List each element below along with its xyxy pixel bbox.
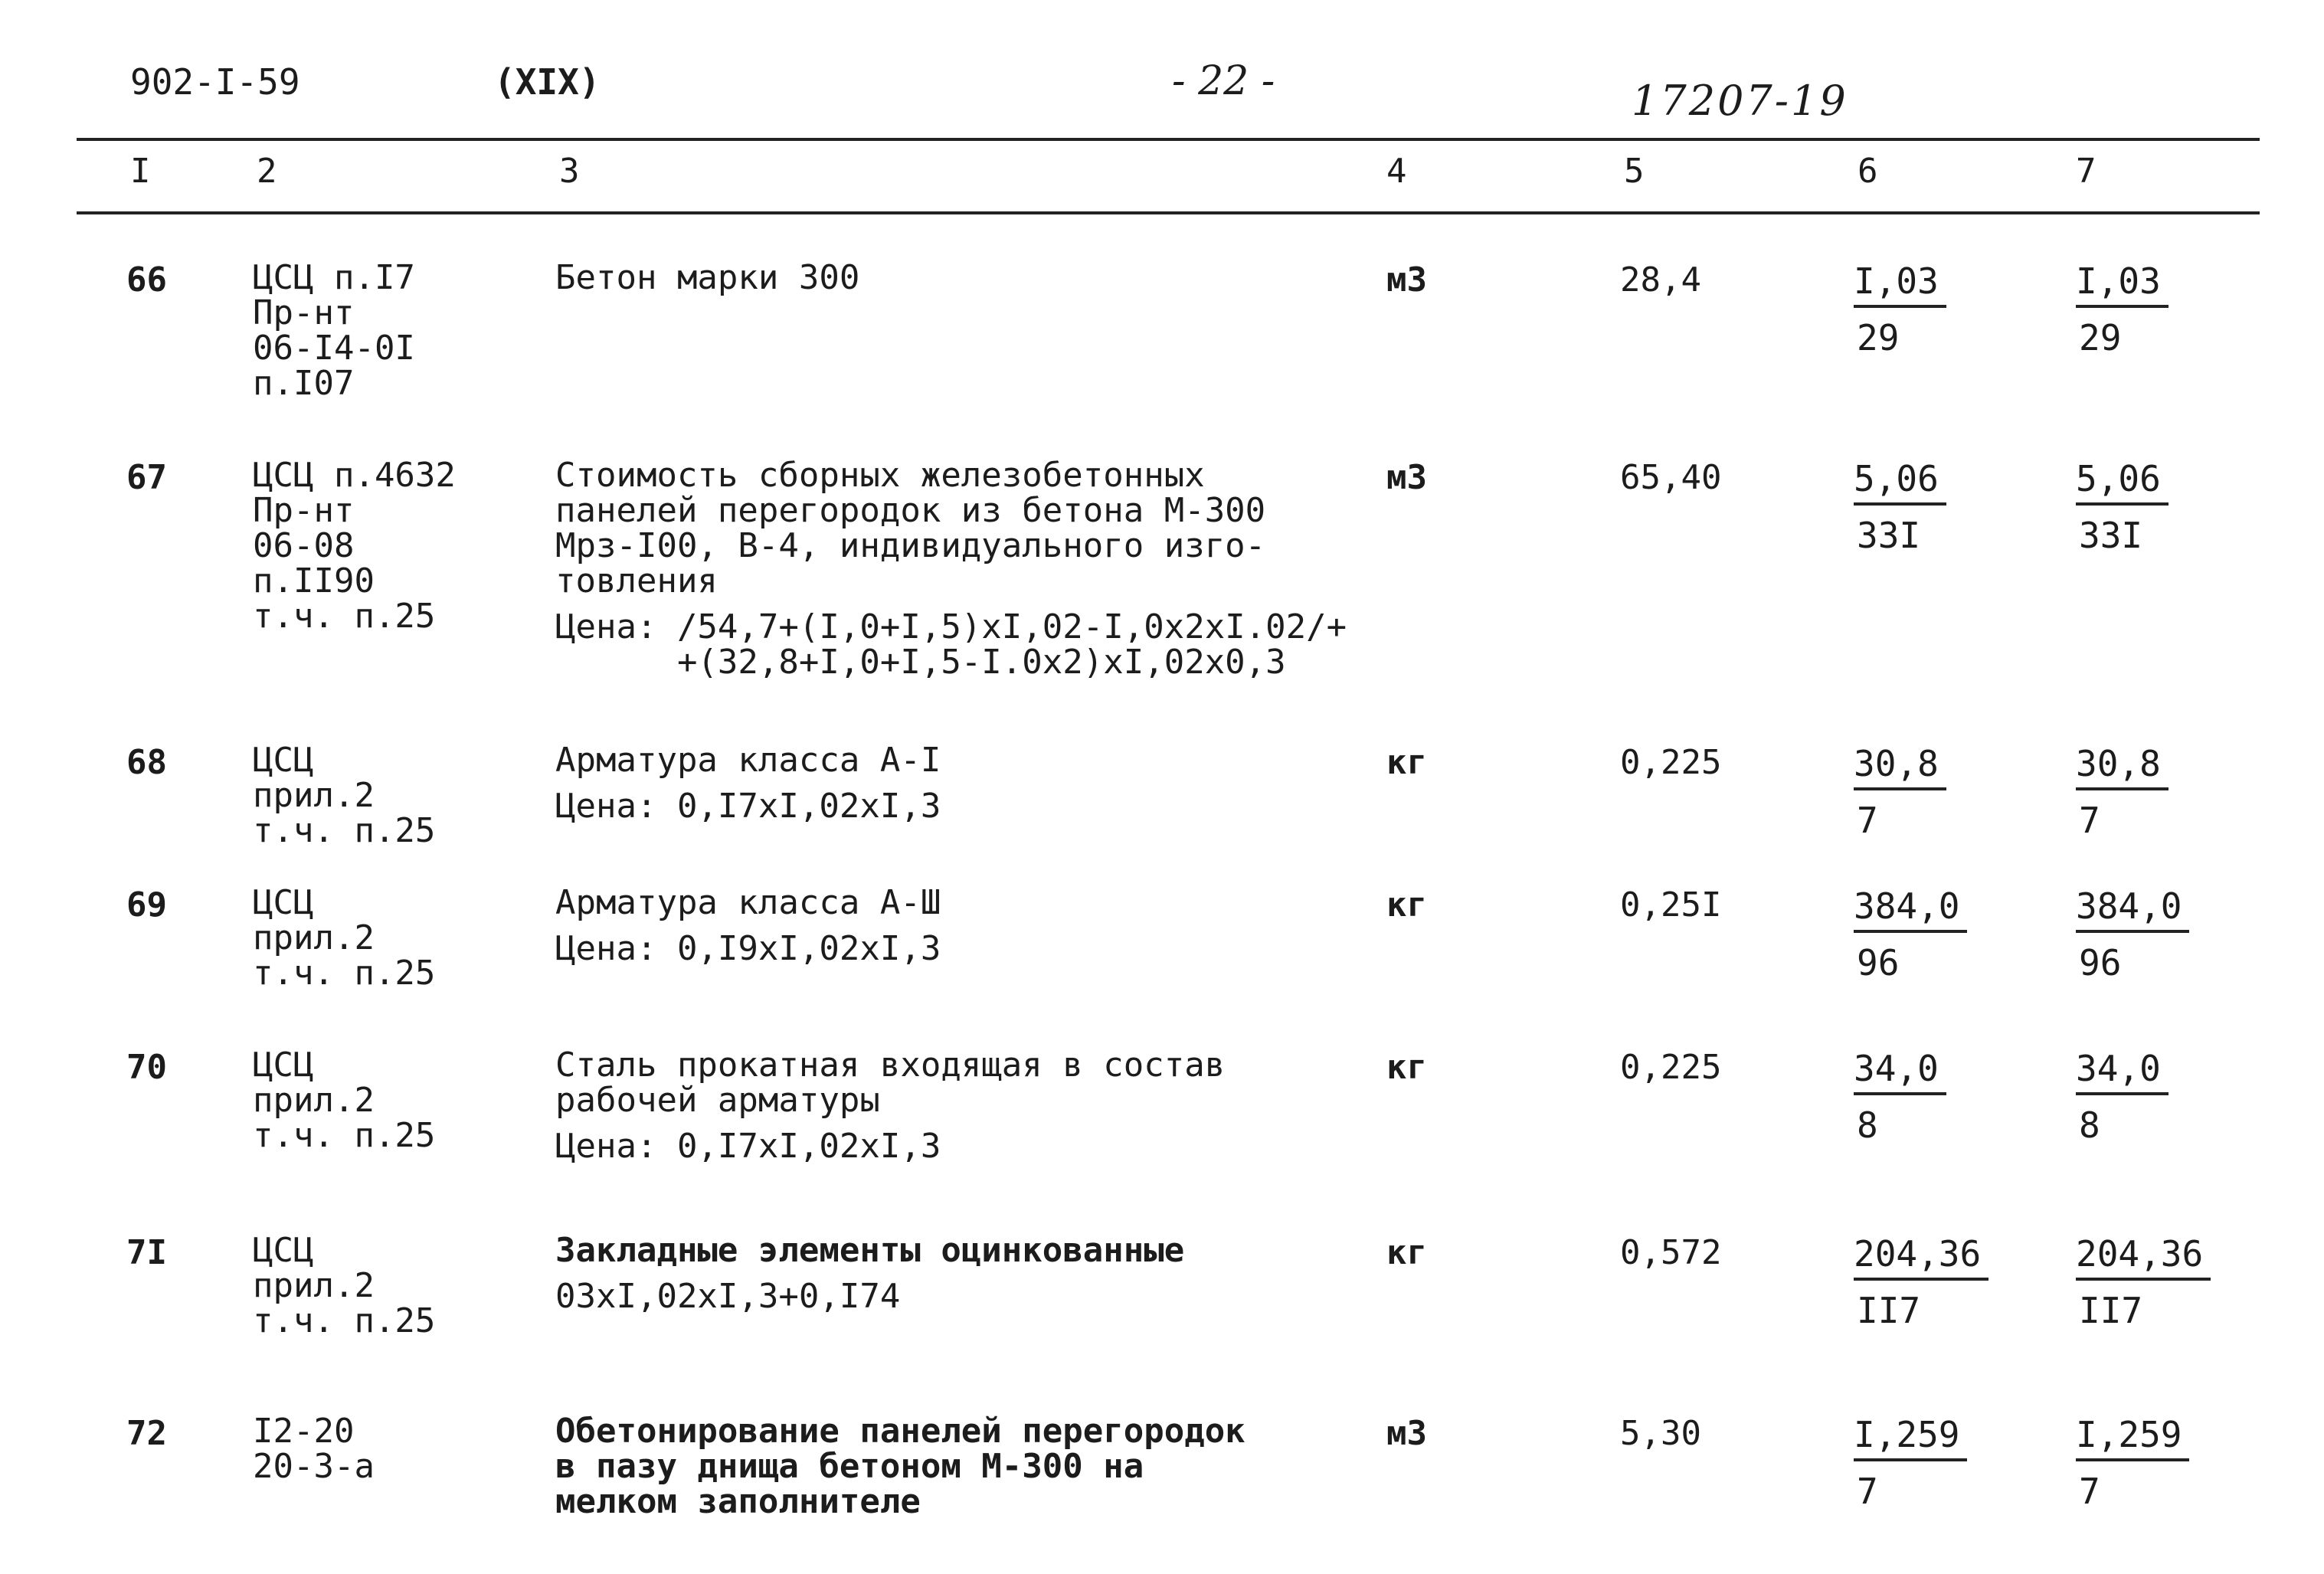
col7-numerator: 204,36: [2076, 1233, 2211, 1281]
col6-denominator: 7: [1857, 1471, 1878, 1512]
row-reference: ЦСЦ прил.2 т.ч. п.25: [253, 741, 436, 850]
col7-fraction: [2076, 743, 2169, 841]
col7-numerator: I,03: [2076, 260, 2169, 308]
row-description: [555, 743, 1406, 824]
col7-fraction: [2076, 458, 2169, 556]
col6-fraction: [1854, 885, 1967, 983]
col7-denominator: 7: [2079, 1471, 2100, 1512]
column-header-4: 4: [1386, 152, 1407, 191]
column-header-7: 7: [2076, 152, 2097, 191]
column-header-5: 5: [1624, 152, 1645, 191]
page-number: - 22 -: [1172, 58, 1275, 104]
col7-numerator: 30,8: [2076, 743, 2169, 790]
col6-denominator: II7: [1857, 1290, 1921, 1331]
row-number: 72: [126, 1414, 167, 1453]
item-name: Обетонирование панелей перегородок в пазу днища бетоном М-300 на мелком заполнителе: [555, 1412, 1245, 1521]
col7-fraction: [2076, 1048, 2169, 1146]
col6-denominator: 33I: [1857, 515, 1921, 556]
price-formula: 03xI,02xI,3+0,I74: [555, 1277, 901, 1316]
row-quantity: 5,30: [1620, 1414, 1701, 1453]
row-description: [555, 1048, 1406, 1164]
col6-fraction: [1854, 1048, 1946, 1146]
doc-number: 17207-19: [1632, 77, 1848, 125]
col7-fraction: [2076, 885, 2189, 983]
col7-denominator: 7: [2079, 800, 2100, 841]
row-quantity: 0,225: [1620, 743, 1722, 782]
row-number: 70: [126, 1048, 167, 1087]
col6-denominator: 8: [1857, 1104, 1878, 1146]
item-name: Арматура класса А-I: [555, 741, 941, 780]
col6-denominator: 96: [1857, 942, 1900, 983]
row-number: 7I: [126, 1233, 167, 1272]
row-reference: I2-20 20-3-а: [253, 1412, 375, 1486]
col7-fraction: [2076, 1414, 2189, 1512]
col6-numerator: 5,06: [1854, 458, 1946, 506]
col6-numerator: 34,0: [1854, 1048, 1946, 1095]
col6-denominator: 29: [1857, 317, 1900, 358]
row-reference: ЦСЦ прил.2 т.ч. п.25: [253, 1046, 436, 1155]
col7-fraction: [2076, 1233, 2211, 1331]
row-description: [555, 260, 1406, 296]
row-number: 66: [126, 260, 167, 299]
row-number: 68: [126, 743, 167, 782]
column-header-1: I: [130, 152, 151, 191]
header-top-rule: [77, 138, 2260, 141]
item-name: Стоимость сборных железобетонных панелей перегородок из бетона М-300 Мрз-I00, В-4, индивидуального изго- товления: [555, 456, 1266, 600]
col6-denominator: 7: [1857, 800, 1878, 841]
row-unit: кг: [1386, 1048, 1427, 1087]
row-description: [555, 885, 1406, 967]
row-quantity: 28,4: [1620, 260, 1701, 299]
col7-denominator: 96: [2079, 942, 2122, 983]
row-number: 67: [126, 458, 167, 497]
price-formula: Цена: 0,I7xI,02xI,3: [555, 787, 941, 826]
col6-fraction: [1854, 260, 1946, 358]
price-formula: Цена: /54,7+(I,0+I,5)xI,02-I,0x2xI.02/+ +(32,8+I,0+I,5-I.0x2)xI,02x0,3: [555, 607, 1347, 682]
col6-fraction: [1854, 1414, 1967, 1512]
col7-fraction: [2076, 260, 2169, 358]
row-unit: м3: [1386, 458, 1427, 497]
row-unit: м3: [1386, 1414, 1427, 1453]
col7-denominator: 8: [2079, 1104, 2100, 1146]
item-name: Сталь прокатная входящая в состав рабочей арматуры: [555, 1046, 1226, 1120]
col7-numerator: 5,06: [2076, 458, 2169, 506]
col7-denominator: II7: [2079, 1290, 2143, 1331]
row-quantity: 65,40: [1620, 458, 1722, 497]
column-header-6: 6: [1858, 152, 1878, 191]
row-unit: кг: [1386, 885, 1427, 924]
col7-numerator: I,259: [2076, 1414, 2189, 1461]
item-name: Бетон марки 300: [555, 258, 860, 297]
col6-numerator: 384,0: [1854, 885, 1967, 933]
row-unit: кг: [1386, 743, 1427, 782]
col6-numerator: 30,8: [1854, 743, 1946, 790]
item-name: Арматура класса А-Ш: [555, 883, 941, 922]
col7-numerator: 384,0: [2076, 885, 2189, 933]
col7-denominator: 33I: [2079, 515, 2143, 556]
section-label: (XIX): [494, 61, 601, 103]
col6-fraction: [1854, 743, 1946, 841]
row-reference: ЦСЦ п.I7 Пр-нт 06-I4-0I п.I07: [253, 258, 415, 403]
col6-fraction: [1854, 458, 1946, 556]
column-header-3: 3: [559, 152, 580, 191]
row-reference: ЦСЦ прил.2 т.ч. п.25: [253, 1231, 436, 1340]
row-description: [555, 1233, 1406, 1314]
row-unit: м3: [1386, 260, 1427, 299]
col7-denominator: 29: [2079, 317, 2122, 358]
row-quantity: 0,225: [1620, 1048, 1722, 1087]
row-description: [555, 1414, 1406, 1520]
row-reference: ЦСЦ п.4632 Пр-нт 06-08 п.II90 т.ч. п.25: [253, 456, 456, 636]
price-formula: Цена: 0,I7xI,02xI,3: [555, 1127, 941, 1166]
row-quantity: 0,25I: [1620, 885, 1722, 924]
col6-numerator: I,259: [1854, 1414, 1967, 1461]
col6-numerator: I,03: [1854, 260, 1946, 308]
col6-fraction: [1854, 1233, 1988, 1331]
row-quantity: 0,572: [1620, 1233, 1722, 1272]
header-bottom-rule: [77, 211, 2260, 214]
column-header-2: 2: [257, 152, 277, 191]
row-reference: ЦСЦ прил.2 т.ч. п.25: [253, 883, 436, 993]
col6-numerator: 204,36: [1854, 1233, 1988, 1281]
item-name: Закладные элементы оцинкованные: [555, 1231, 1185, 1270]
row-number: 69: [126, 885, 167, 924]
row-unit: кг: [1386, 1233, 1427, 1272]
row-description: [555, 458, 1406, 680]
doc-code: 902-I-59: [130, 61, 300, 103]
col7-numerator: 34,0: [2076, 1048, 2169, 1095]
price-formula: Цена: 0,I9xI,02xI,3: [555, 929, 941, 968]
